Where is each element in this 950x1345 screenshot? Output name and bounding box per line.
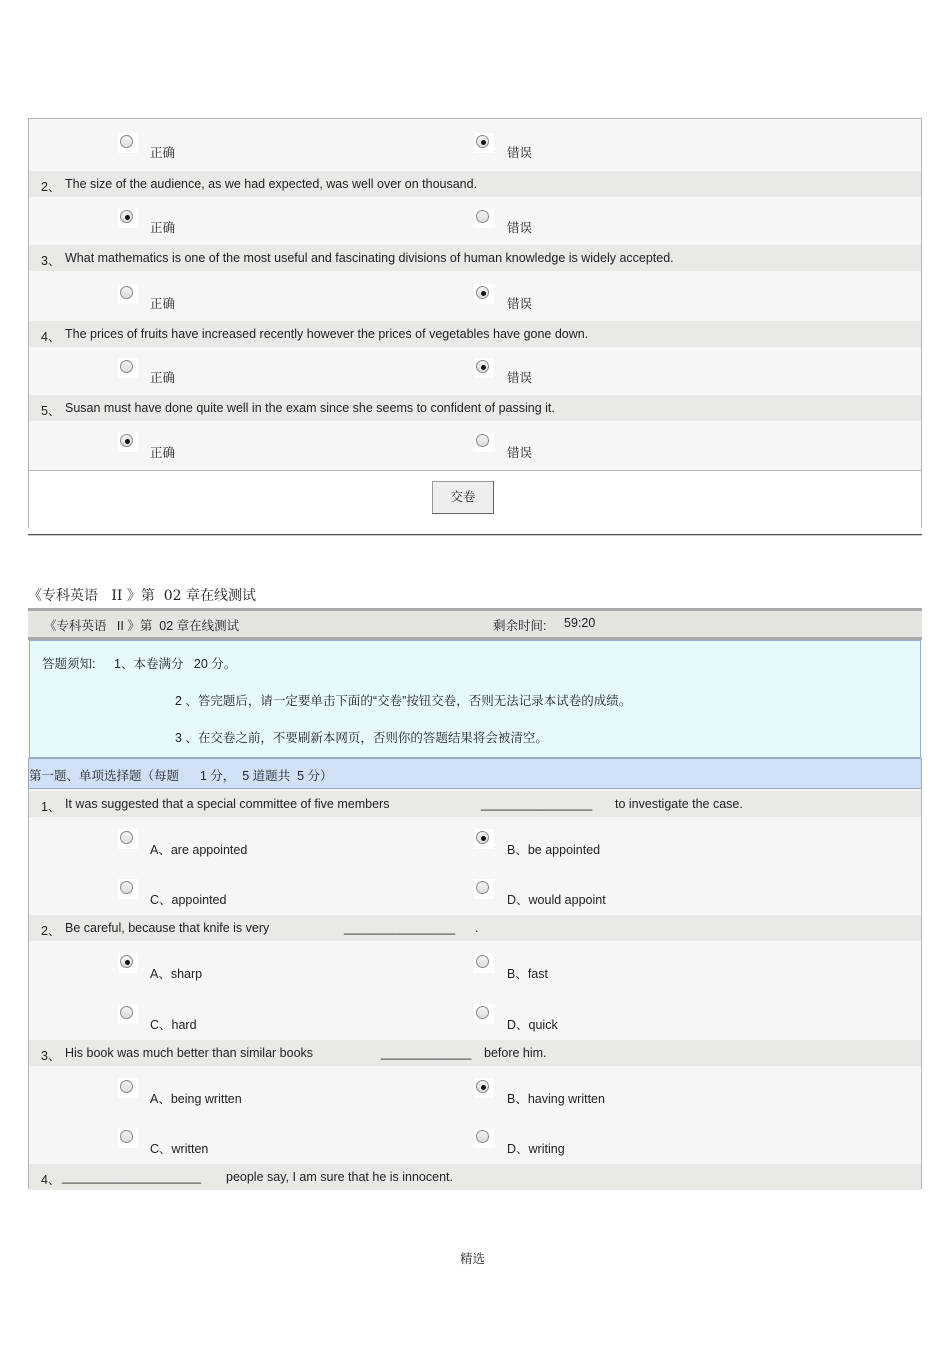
q2-true-label: 正确 [150,221,176,235]
answer-blank: ________________ [481,797,593,811]
mc1-option-c-label: C、appointed [150,893,227,907]
q4-false-radio[interactable] [474,358,494,378]
question-row [29,245,921,271]
notice-label: 答题须知: [42,657,96,671]
q3-false-label: 错误 [507,297,533,311]
mc3-option-b-radio[interactable] [474,1078,494,1098]
question-number: 4、 [41,1173,61,1187]
notice-item: 1、本卷满分 20 分。 [114,657,237,671]
mc3-option-d-radio[interactable] [474,1128,494,1148]
q1-false-radio[interactable] [474,133,494,153]
question-text: Susan must have done quite well in the exam since she seems to confident of passing it. [65,401,555,415]
divider [28,534,922,536]
answer-blank: _____________ [381,1046,472,1060]
remaining-time-label: 剩余时间: [493,619,547,633]
mc3-option-c-label: C、written [150,1142,209,1156]
question-row [29,1040,921,1066]
mc2-option-d-label: D、quick [507,1018,558,1032]
mc3-option-b-label: B、having written [507,1092,605,1106]
mc2-option-c-radio[interactable] [118,1004,138,1024]
q1-true-radio[interactable] [118,133,138,153]
exam-header-bar [28,608,922,640]
question-text: It was suggested that a special committee of five members [65,797,390,811]
section-title-bar [28,758,922,789]
mc2-option-d-radio[interactable] [474,1004,494,1024]
question-row [29,791,921,817]
exam-header-title: 《专科英语 II 》第 02 章在线测试 [44,619,240,633]
q1-false-label: 错误 [507,146,533,160]
question-number: 2、 [41,924,61,938]
answer-blank: ____________________ [62,1170,202,1184]
q4-true-label: 正确 [150,371,176,385]
mc3-option-c-radio[interactable] [118,1128,138,1148]
question-text: The size of the audience, as we had expected, was well over on thousand. [65,177,478,191]
submit-button[interactable]: 交卷 [432,481,494,514]
question-tail: people say, I am sure that he is innocent. [226,1170,453,1184]
question-row [29,171,921,197]
question-tail: to investigate the case. [615,797,743,811]
question-row [29,915,921,941]
q5-false-label: 错误 [507,446,533,460]
q4-false-label: 错误 [507,371,533,385]
notice-box [29,640,921,758]
footer-text: 精选 [460,1252,486,1266]
mc1-option-a-label: A、are appointed [150,843,248,857]
question-row [29,395,921,421]
remaining-time: 59:20 [564,616,596,630]
q2-false-radio[interactable] [474,208,494,228]
question-text: His book was much better than similar books [65,1046,314,1060]
question-text: Be careful, because that knife is very [65,921,270,935]
question-number: 3、 [41,254,61,268]
notice-item: 2 、答完题后，请一定要单击下面的“交卷”按钮交卷，否则无法记录本试卷的成绩。 [175,694,632,708]
question-row [29,321,921,347]
question-number: 4、 [41,330,61,344]
mc2-option-b-label: B、fast [507,967,548,981]
q3-false-radio[interactable] [474,284,494,304]
question-row [29,1164,921,1190]
mc2-option-a-label: A、sharp [150,967,203,981]
q3-true-radio[interactable] [118,284,138,304]
q3-true-label: 正确 [150,297,176,311]
q5-true-radio[interactable] [118,432,138,452]
mc1-option-d-radio[interactable] [474,879,494,899]
q5-true-label: 正确 [150,446,176,460]
mc3-option-a-radio[interactable] [118,1078,138,1098]
question-number: 1、 [41,800,61,814]
mc2-option-b-radio[interactable] [474,953,494,973]
question-number: 2、 [41,180,61,194]
question-tail: . [475,921,479,935]
mc1-option-b-radio[interactable] [474,829,494,849]
mc3-option-d-label: D、writing [507,1142,565,1156]
q5-false-radio[interactable] [474,432,494,452]
mc1-option-c-radio[interactable] [118,879,138,899]
page-title: 《专科英语 II 》第 02 章在线测试 [28,588,257,604]
question-number: 5、 [41,404,61,418]
question-tail: before him. [484,1046,547,1060]
q2-false-label: 错误 [507,221,533,235]
q2-true-radio[interactable] [118,208,138,228]
question-text: The prices of fruits have increased recently however the prices of vegetables have gone down. [65,327,589,341]
answer-blank: ________________ [344,921,456,935]
mc1-option-b-label: B、be appointed [507,843,601,857]
q1-true-label: 正确 [150,146,176,160]
question-text: What mathematics is one of the most useful and fascinating divisions of human knowledge is widely accepted. [65,251,674,265]
q4-true-radio[interactable] [118,358,138,378]
mc1-option-a-radio[interactable] [118,829,138,849]
mc2-option-a-radio[interactable] [118,953,138,973]
question-number: 3、 [41,1049,61,1063]
notice-item: 3 、在交卷之前，不要刷新本网页，否则你的答题结果将会被清空。 [175,731,548,745]
mc2-option-c-label: C、hard [150,1018,197,1032]
mc3-option-a-label: A、being written [150,1092,242,1106]
mc1-option-d-label: D、would appoint [507,893,606,907]
section-title: 第一题、单项选择题（每题 1 分， 5 道题共 5 分） [29,769,333,783]
